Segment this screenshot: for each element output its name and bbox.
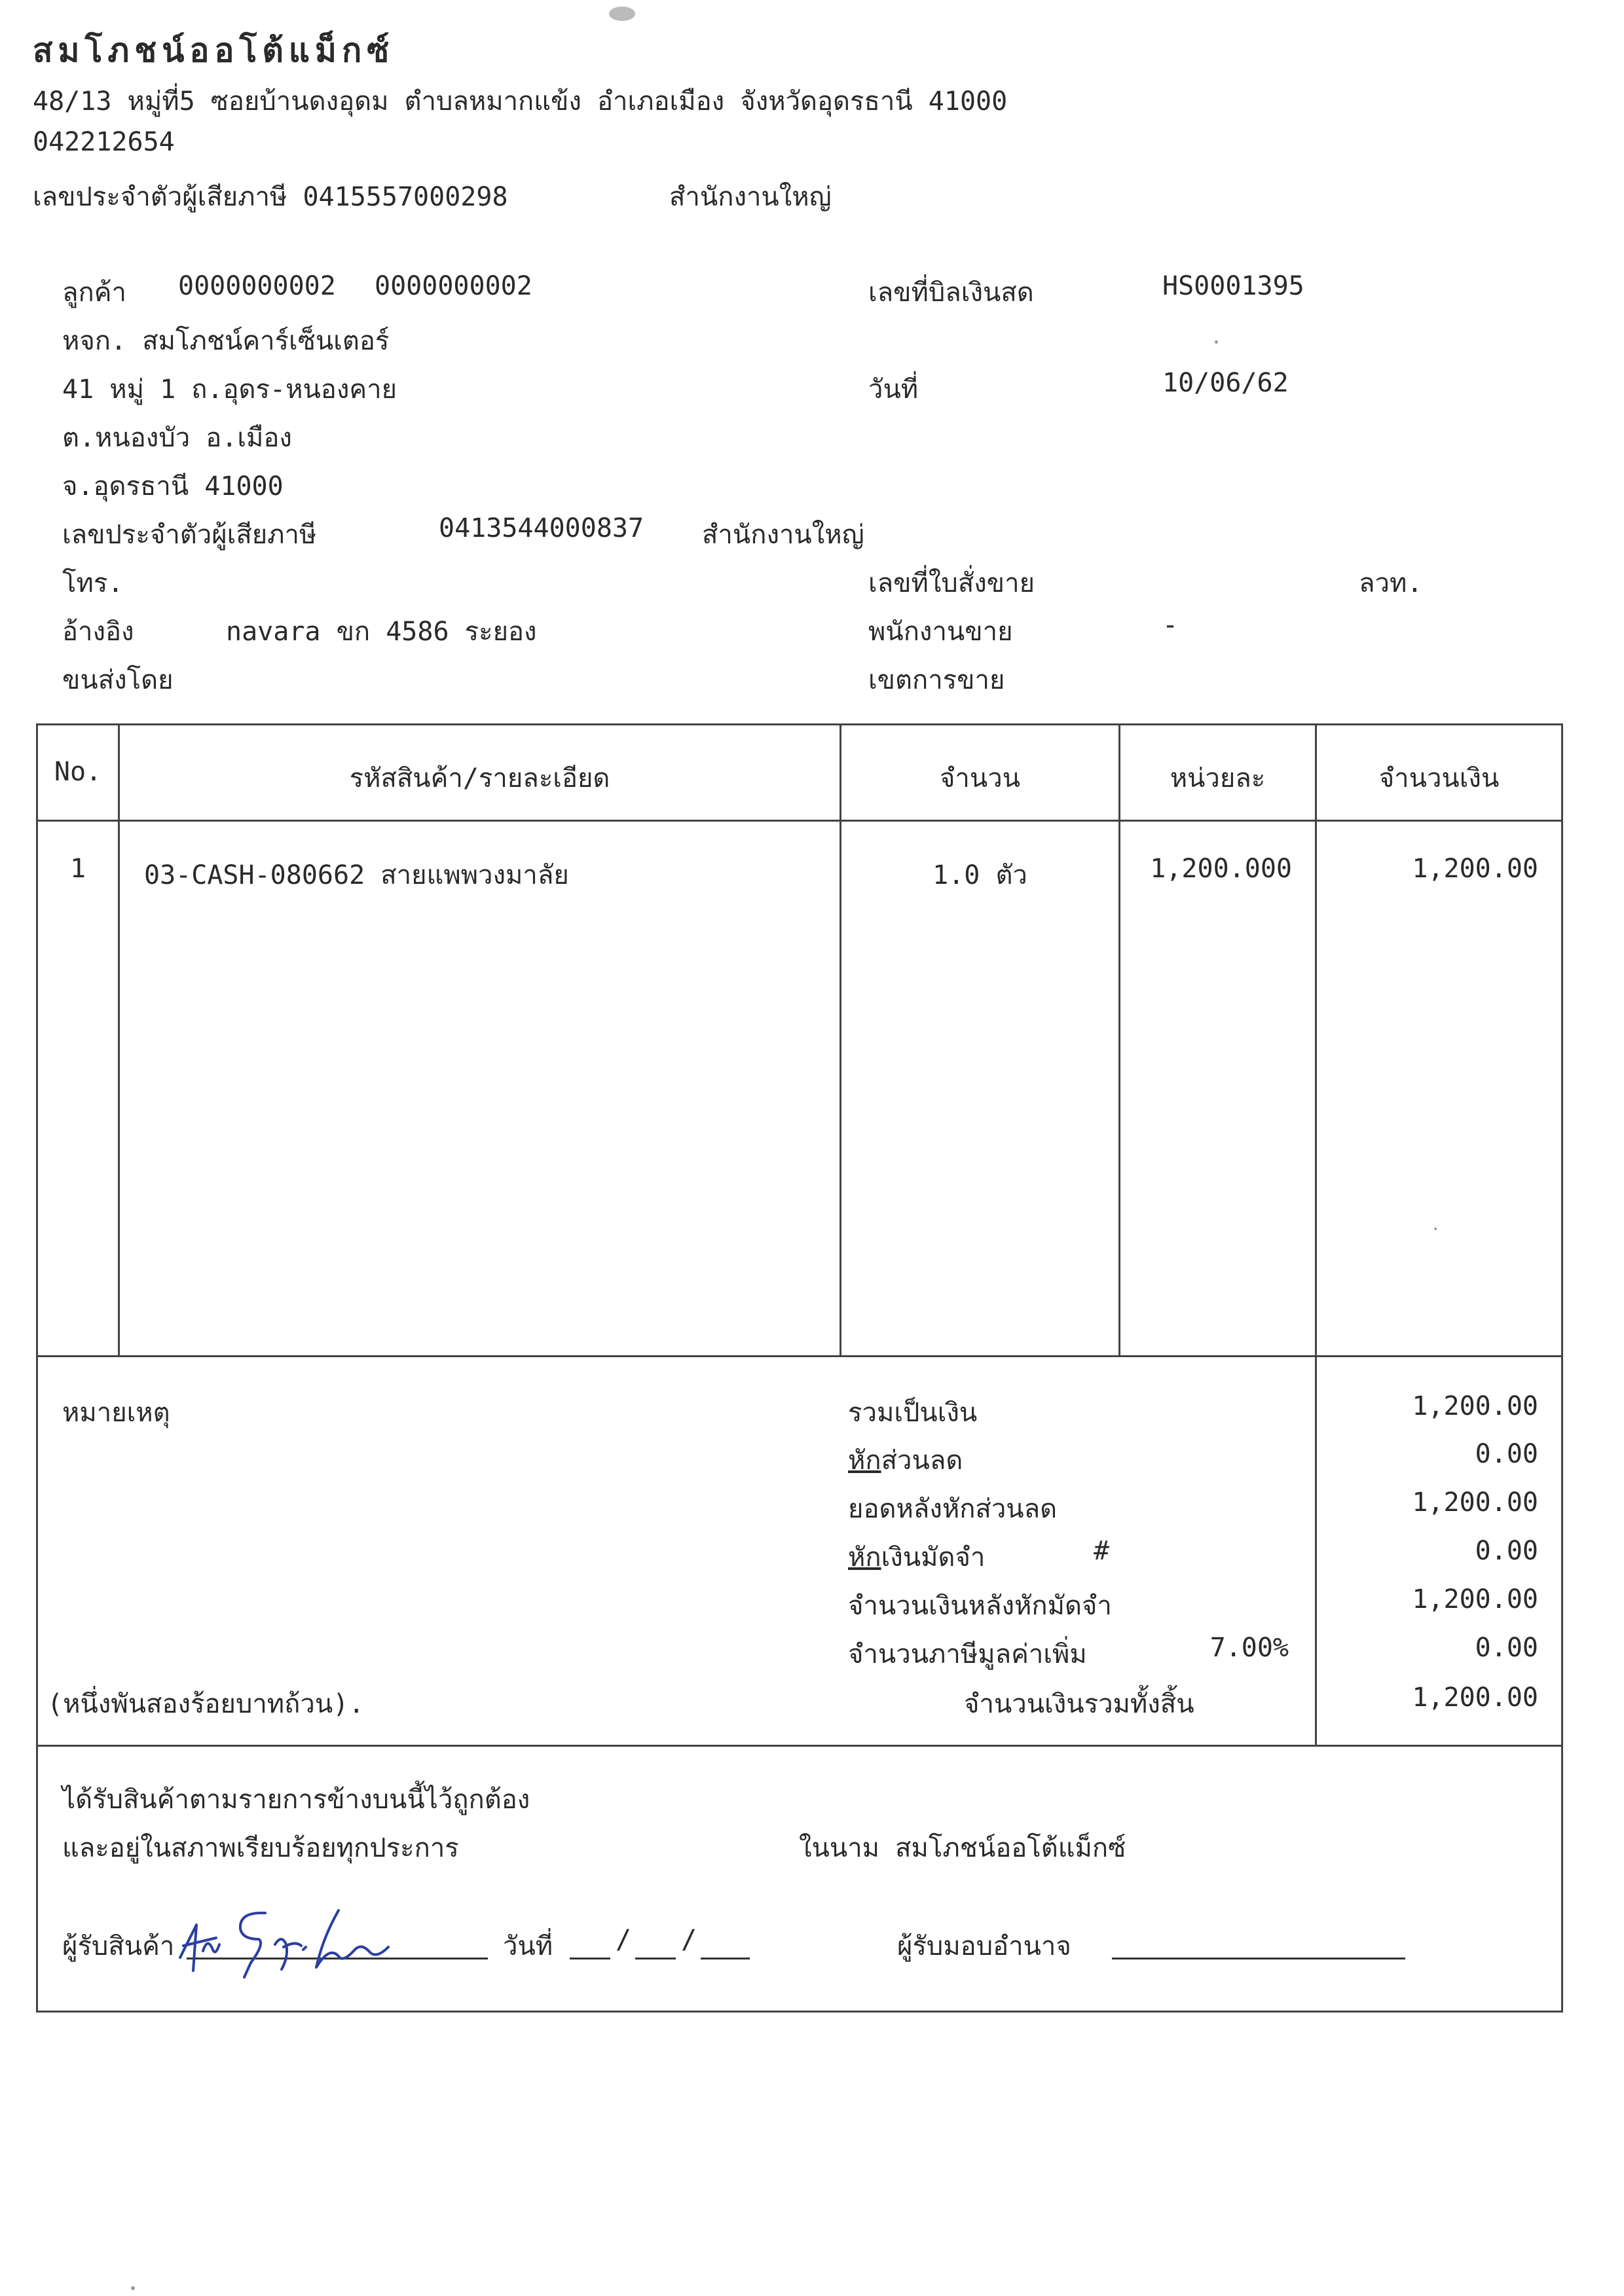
scan-artifact (1434, 1228, 1437, 1230)
date-month-blank (635, 1958, 676, 1959)
deposit-value: 0.00 (1475, 1536, 1538, 1566)
reference-label: อ้างอิง (62, 617, 134, 647)
bill-date: 10/06/62 (1162, 368, 1289, 398)
company-phone: 042212654 (33, 127, 175, 157)
customer-tax-label: เลขประจำตัวผู้เสียภาษี (62, 520, 317, 550)
receiver-label: ผู้รับสินค้า (62, 1931, 175, 1961)
date-year-blank (701, 1958, 750, 1959)
discount-label (848, 1439, 963, 1481)
header-description: รหัสสินค้า/รายละเอียด (349, 763, 610, 793)
after-discount-label: ยอดหลังหักส่วนลด (848, 1494, 1058, 1524)
company-tax-id: เลขประจำตัวผู้เสียภาษี 0415557000298 (33, 182, 508, 212)
reference-value: navara ขก 4586 ระยอง (226, 617, 537, 647)
authorized-label: ผู้รับมอบอำนาจ (897, 1931, 1071, 1961)
company-name: สมโภชน์ออโต้แม็กซ์ (33, 31, 395, 69)
customer-address-3: จ.อุดรธานี 41000 (62, 471, 284, 501)
customer-code-2: 0000000002 (375, 271, 532, 301)
after-deposit-value: 1,200.00 (1412, 1584, 1538, 1614)
company-address: 48/13 หมู่ที่5 ซอยบ้านดงอุดม ตำบลหมากแข้ง อำเภอเมือง จังหวัดอุดรธานี 41000 (33, 86, 1008, 117)
date-separator: / (681, 1925, 697, 1955)
table-body-rule (36, 1355, 1561, 1357)
customer-phone-label: โทร. (62, 568, 124, 598)
column-divider (1118, 723, 1120, 1357)
sales-order-value: ลวท. (1359, 568, 1423, 598)
vat-rate: 7.00% (1209, 1633, 1289, 1663)
after-deposit-label: จำนวนเงินหลังหักมัดจำ (848, 1591, 1112, 1621)
salesperson-label: พนักงานขาย (868, 617, 1013, 647)
company-branch: สำนักงานใหญ่ (669, 182, 832, 212)
customer-code: 0000000002 (178, 271, 336, 301)
header-no: No. (54, 757, 102, 787)
subtotal-label: รวมเป็นเงิน (848, 1398, 978, 1428)
row-amount: 1,200.00 (1412, 854, 1538, 884)
bill-date-label: วันที่ (868, 374, 919, 405)
row-no: 1 (69, 854, 86, 884)
discount-label-text: ส่วนลด (881, 1446, 963, 1476)
discount-value: 0.00 (1475, 1439, 1538, 1469)
row-description: 03-CASH-080662 สายแพพวงมาลัย (144, 860, 569, 890)
column-divider (840, 723, 841, 1357)
customer-tax-id: 0413544000837 (439, 513, 644, 543)
sales-order-label: เลขที่ใบสั่งขาย (868, 568, 1035, 598)
scan-artifact (1215, 340, 1218, 344)
customer-name: หจก. สมโภชน์คาร์เซ็นเตอร์ (62, 326, 390, 356)
bill-number-label: เลขที่บิลเงินสด (868, 278, 1034, 308)
table-header-rule (36, 820, 1561, 822)
grand-total-value: 1,200.00 (1412, 1683, 1538, 1713)
deposit-hash: # (1094, 1536, 1110, 1566)
shipping-label: ขนส่งโดย (62, 665, 174, 695)
sales-area-label: เขตการขาย (868, 665, 1005, 695)
row-unit-price: 1,200.000 (1150, 854, 1292, 884)
scan-artifact (131, 2286, 135, 2290)
after-discount-value: 1,200.00 (1412, 1487, 1538, 1518)
column-divider (118, 723, 120, 1357)
date-day-blank (570, 1958, 610, 1959)
deposit-label-text: เงินมัดจำ (881, 1542, 986, 1573)
vat-value: 0.00 (1475, 1633, 1538, 1663)
authorized-signature-line (1112, 1958, 1405, 1959)
on-behalf-of: ในนาม สมโภชน์ออโต้แม็กซ์ (799, 1833, 1126, 1863)
scan-artifact (609, 7, 635, 21)
received-statement-1: ได้รับสินค้าตามรายการข้างบนนี้ไว้ถูกต้อง (62, 1785, 530, 1815)
discount-label-deduct: หัก (848, 1446, 881, 1476)
header-unit-price: หน่วยละ (1170, 763, 1266, 793)
customer-branch: สำนักงานใหญ่ (702, 520, 864, 550)
amount-in-words: (หนึ่งพันสองร้อยบาทถ้วน). (47, 1689, 365, 1719)
salesperson-value: - (1162, 610, 1179, 640)
date-separator: / (616, 1925, 632, 1955)
remark-label: หมายเหตุ (62, 1398, 170, 1428)
received-statement-2: และอยู่ในสภาพเรียบร้อยทุกประการ (62, 1833, 459, 1863)
receiver-signature (167, 1899, 416, 1984)
header-amount: จำนวนเงิน (1378, 763, 1500, 793)
receive-date-label: วันที่ (503, 1931, 553, 1961)
summary-rule (36, 1745, 1561, 1747)
grand-total-label: จำนวนเงินรวมทั้งสิ้น (964, 1689, 1194, 1719)
subtotal-value: 1,200.00 (1412, 1391, 1538, 1421)
bill-number: HS0001395 (1162, 271, 1304, 301)
header-quantity: จำนวน (939, 763, 1021, 793)
deposit-label (848, 1536, 985, 1578)
vat-label: จำนวนภาษีมูลค่าเพิ่ม (848, 1639, 1087, 1669)
customer-address-2: ต.หนองบัว อ.เมือง (62, 423, 292, 453)
row-quantity: 1.0 ตัว (932, 860, 1027, 890)
customer-address-1: 41 หมู่ 1 ถ.อุดร-หนองคาย (62, 374, 397, 405)
customer-label: ลูกค้า (62, 278, 126, 308)
deposit-label-deduct: หัก (848, 1542, 881, 1573)
